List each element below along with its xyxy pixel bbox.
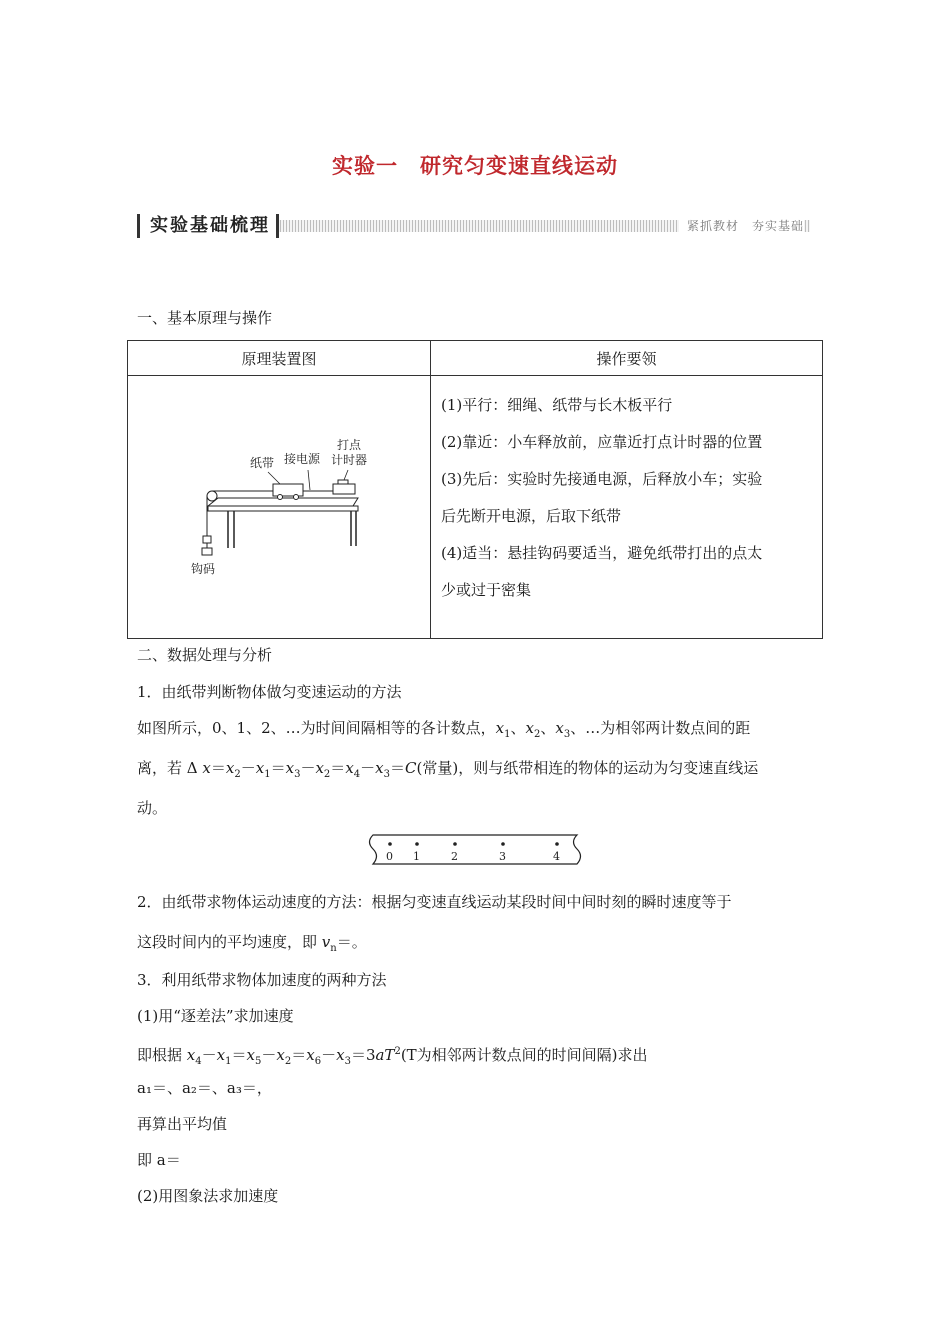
para1-line1: 如图所示，0、1、2、…为时间间隔相等的各计数点，$x_1$、$x_2$、$x_3$、…为相邻两计数点间的距	[137, 719, 751, 740]
item2-line1: 2．由纸带求物体运动速度的方法：根据匀变速直线运动某段时间中间时刻的瞬时速度等于	[137, 893, 732, 911]
op-line: (3)先后：实验时先接通电源，后释放小车；实验	[441, 470, 763, 488]
label-timer-2: 计时器	[331, 453, 368, 467]
section2-heading: 二、数据处理与分析	[137, 646, 273, 664]
op-line: 少或过于密集	[441, 581, 532, 599]
method1-avg: 再算出平均值	[137, 1115, 228, 1133]
para1-line2: 离，若 Δ $x=x_2-x_1=x_3-x_2=x_4-x_3=C$(常量)，则与纸带相连的物体的运动为匀变速直线运	[137, 759, 759, 780]
apparatus-cell	[128, 376, 431, 639]
method2-heading: (2)用图象法求加速度	[137, 1187, 279, 1205]
method1-heading: (1)用“逐差法”求加速度	[137, 1007, 294, 1025]
tape-label-2: 2	[451, 850, 458, 863]
tape-label-3: 3	[499, 850, 506, 863]
table-header-ops: 操作要领	[431, 341, 823, 376]
section1-heading: 一、基本原理与操作	[137, 309, 273, 327]
method1-a-eq: 即 a＝	[137, 1151, 181, 1169]
para1-line3: 动。	[137, 799, 168, 817]
tape-label-0: 0	[386, 850, 393, 863]
label-tape: 纸带	[250, 456, 275, 470]
tape-label-4: 4	[553, 850, 560, 863]
op-line: 后先断开电源，后取下纸带	[441, 507, 622, 525]
tape-dot	[453, 842, 457, 846]
tape-dot	[415, 842, 419, 846]
tape-dot	[555, 842, 559, 846]
principle-table	[127, 340, 823, 639]
op-line: (4)适当：悬挂钩码要适当，避免纸带打出的点太	[441, 544, 763, 562]
section-banner	[137, 212, 810, 240]
op-line: (1)平行：细绳、纸带与长木板平行	[441, 396, 673, 414]
tape-label-1: 1	[413, 850, 420, 863]
tape-dot	[501, 842, 505, 846]
label-power: 接电源	[284, 452, 321, 466]
banner-heading: 实验基础梳理	[137, 214, 279, 238]
paper-tape-figure	[365, 832, 585, 868]
ops-cell	[431, 376, 823, 639]
method1-a-line: a₁＝、a₂＝、a₃＝，	[137, 1079, 272, 1097]
table-header-figure: 原理装置图	[128, 341, 431, 376]
apparatus-figure	[188, 436, 428, 576]
method1-formula: 即根据 $x_4-x_1=x_5-x_2=x_6-x_3=3aT^2(T$为相邻两计数点间的时间间隔)求出	[137, 1046, 648, 1067]
item2-line2: 这段时间内的平均速度，即 $v_n=$。	[137, 933, 367, 954]
op-line: (2)靠近：小车释放前，应靠近打点计时器的位置	[441, 433, 763, 451]
label-timer-1: 打点	[337, 438, 362, 452]
item1-heading: 1．由纸带判断物体做匀变速运动的方法	[137, 683, 402, 701]
label-hook: 钩码	[191, 562, 216, 576]
tape-dot	[388, 842, 392, 846]
banner-tagline: 紧抓教材 夯实基础	[679, 216, 804, 236]
page-title: 实验一 研究匀变速直线运动	[332, 154, 618, 178]
item3-heading: 3．利用纸带求物体加速度的两种方法	[137, 971, 387, 989]
